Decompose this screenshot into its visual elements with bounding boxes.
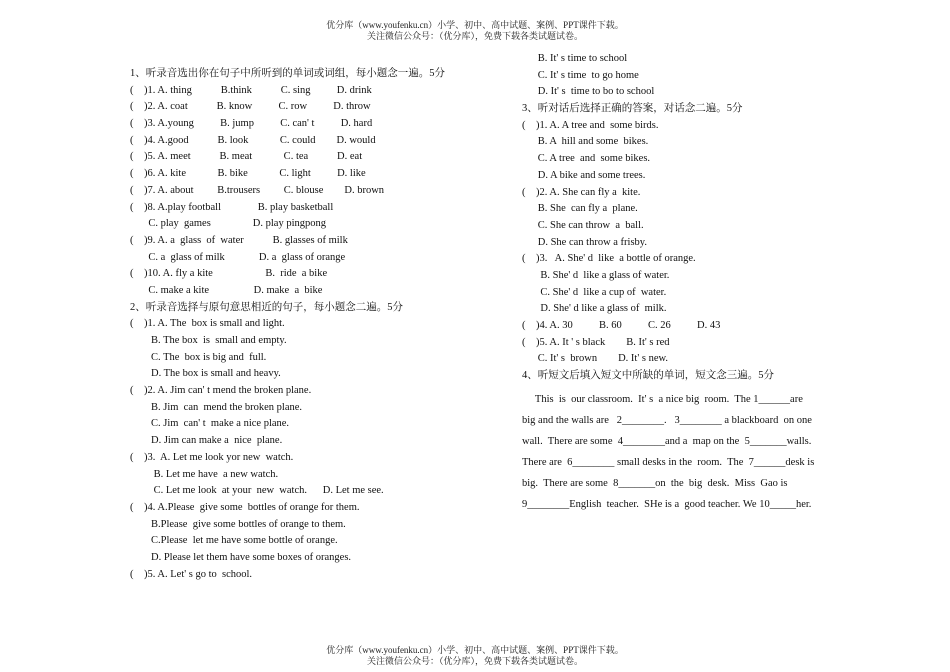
- section-2-title: 2、听录音选择与原句意思相近的句子，每小题念二遍。5分: [130, 301, 403, 313]
- question-line: C. It' s time to go home: [522, 69, 639, 81]
- question-line: ( )7. A. about B.trousers C. blouse D. brown: [130, 184, 385, 196]
- right-column: [522, 51, 922, 515]
- question-line: B. She can fly a plane.: [522, 203, 638, 215]
- question-line: ( )9. A. a glass of water B. glasses of milk: [130, 234, 348, 246]
- question-line: ( )8. A.play football B. play basketball: [130, 201, 334, 213]
- footer-line-1: 优分库（www.youfenku.cn）小学、初中、高中试题、案例、PPT课件下载。: [326, 645, 624, 655]
- question-line: ( )3. A.young B. jump C. can' t D. hard: [130, 118, 373, 130]
- question-line: D. The box is small and heavy.: [130, 368, 281, 380]
- question-line: C. The box is big and full.: [130, 351, 267, 363]
- question-line: ( )10. A. fly a kite B. ride a bike: [130, 268, 328, 280]
- page-header: [0, 20, 950, 42]
- question-line: C. Let me look at your new watch. D. Let me see.: [130, 485, 384, 497]
- question-line: B. A hill and some bikes.: [522, 136, 649, 148]
- passage-line: big and the walls are 2________. 3________ a blackboard on one: [522, 414, 812, 426]
- question-line: ( )4. A.good B. look C. could D. would: [130, 134, 376, 146]
- question-line: ( )3. A. Let me look yor new watch.: [130, 451, 294, 463]
- question-line: ( )2. A. Jim can' t mend the broken plane.: [130, 385, 312, 397]
- question-line: ( )2. A. coat B. know C. row D. throw: [130, 101, 371, 113]
- passage-line: This is our classroom. It' s a nice big room. The 1______are: [522, 393, 803, 405]
- question-line: C. It' s brown D. It' s new.: [522, 353, 669, 365]
- question-line: ( )1. A. A tree and some birds.: [522, 119, 659, 131]
- page-footer: [0, 645, 950, 667]
- question-line: D. It' s time to bo to school: [522, 86, 655, 98]
- question-line: B. It' s time to school: [522, 53, 628, 64]
- passage-line: There are 6________ small desks in the room. The 7______desk is: [522, 456, 815, 468]
- section-1-title: 1、听录音选出你在句子中所听到的单词或词组，每小题念一遍。5分: [130, 68, 445, 79]
- question-line: B. Jim can mend the broken plane.: [130, 401, 303, 413]
- left-column: [130, 66, 520, 583]
- passage-line: big. There are some 8_______on the big desk. Miss Gao is: [522, 477, 788, 489]
- header-line-2: 关注微信公众号：（优分库），免费下载各类试题试卷。: [366, 31, 583, 41]
- question-line: ( )1. A. The box is small and light.: [130, 318, 285, 330]
- question-line: C. Jim can' t make a nice plane.: [130, 418, 290, 430]
- question-line: ( )2. A. She can fly a kite.: [522, 186, 641, 198]
- question-line: C.Please let me have some bottle of orange.: [130, 535, 338, 547]
- question-line: ( )4. A.Please give some bottles of orange for them.: [130, 501, 360, 513]
- question-line: ( )5. A. Let' s go to school.: [130, 568, 253, 580]
- question-line: D. A bike and some trees.: [522, 169, 646, 181]
- question-line: ( )4. A. 30 B. 60 C. 26 D. 43: [522, 320, 721, 331]
- passage-line: 9________English teacher. SHe is a good teacher. We 10_____her.: [522, 498, 812, 510]
- question-line: ( )5. A. meet B. meat C. tea D. eat: [130, 151, 363, 163]
- section-3-title: 3、听对话后选择正确的答案，对话念二遍。5分: [522, 103, 743, 115]
- question-line: C. She can throw a ball.: [522, 219, 644, 231]
- header-line-1: 优分库（www.youfenku.cn）小学、初中、高中试题、案例、PPT课件下载。: [326, 20, 624, 30]
- question-line: ( )6. A. kite B. bike C. light D. like: [130, 168, 366, 180]
- question-line: B. Let me have a new watch.: [130, 468, 279, 480]
- question-line: B. She' d like a glass of water.: [522, 269, 670, 281]
- question-line: C. She' d like a cup of water.: [522, 286, 667, 298]
- question-line: ( )3. A. She' d like a bottle of orange.: [522, 253, 696, 265]
- question-line: D. She' d like a glass of milk.: [522, 303, 667, 315]
- section-4-title: 4、听短文后填入短文中所缺的单词，短文念三遍。5分: [522, 370, 774, 382]
- question-line: ( )1. A. thing B.think C. sing D. drink: [130, 84, 372, 96]
- question-line: B.Please give some bottles of orange to them.: [130, 518, 346, 530]
- question-line: C. make a kite D. make a bike: [130, 284, 323, 296]
- question-line: C. A tree and some bikes.: [522, 153, 651, 165]
- question-line: D. Jim can make a nice plane.: [130, 435, 283, 447]
- footer-line-2: 关注微信公众号：（优分库），免费下载各类试题试卷。: [366, 656, 583, 666]
- question-line: D. Please let them have some boxes of oranges.: [130, 551, 352, 563]
- question-line: B. The box is small and empty.: [130, 335, 287, 346]
- question-line: D. She can throw a frisby.: [522, 236, 648, 248]
- question-line: C. a glass of milk D. a glass of orange: [130, 251, 346, 263]
- passage-line: wall. There are some 4________and a map on the 5_______walls.: [522, 435, 812, 447]
- question-line: C. play games D. play pingpong: [130, 218, 326, 230]
- question-line: ( )5. A. It ' s black B. It' s red: [522, 336, 670, 348]
